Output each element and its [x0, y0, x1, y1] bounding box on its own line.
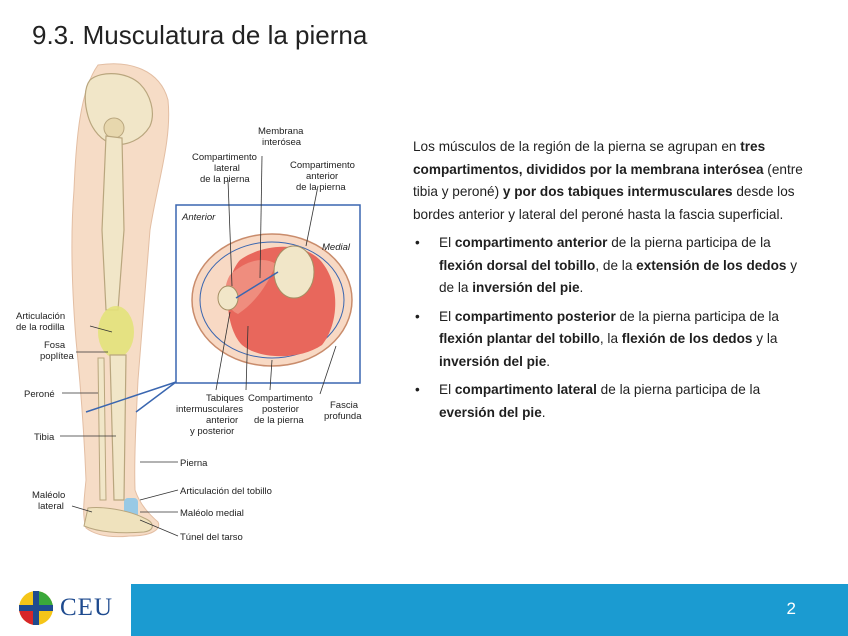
intro-text-1: Los músculos de la región de la pierna se agrupan en	[413, 139, 741, 154]
label-tabiques-4: y posterior	[190, 426, 235, 437]
body-text	[413, 136, 805, 430]
intro-paragraph	[413, 136, 805, 226]
ceu-logo-icon	[16, 588, 56, 628]
label-tabiques-1: Tabiques	[206, 393, 245, 404]
label-comp-anterior-3: de la pierna	[296, 182, 346, 193]
label-perone: Peroné	[24, 389, 55, 400]
label-fosa-poplitea-2: poplítea	[40, 351, 74, 362]
label-maleolo-lateral-2: lateral	[38, 501, 64, 512]
label-tibia: Tibia	[34, 432, 55, 443]
fibula-section	[218, 286, 238, 310]
knee-joint-highlight	[98, 306, 134, 358]
ceu-logo-text: CEU	[60, 594, 113, 621]
intro-bold-1: tres compartimentos, divididos por la membrana interósea	[413, 139, 766, 177]
label-tabiques-2: intermusculares	[176, 404, 244, 415]
label-comp-lateral-1: Compartimento	[192, 152, 257, 163]
intro-bold-2: y por dos tabiques intermusculares	[502, 184, 733, 199]
label-comp-lateral-3: de la pierna	[200, 174, 250, 185]
slide-title: 9.3. Musculatura de la pierna	[32, 20, 368, 50]
label-comp-posterior-2: posterior	[262, 404, 299, 415]
label-tabiques-3: anterior	[206, 415, 239, 426]
leg-anatomy-figure	[10, 60, 380, 550]
label-anterior: Anterior	[182, 212, 216, 223]
label-articulacion-rodilla-2: de la rodilla	[16, 322, 65, 333]
label-fascia-2: profunda	[324, 411, 362, 422]
label-maleolo-medial: Maléolo medial	[180, 508, 244, 519]
bullet-anterior: • El compartimento anterior de la pierna participa de la flexión dorsal del tobillo, de la extensión de los dedos y de la inversión del pie.	[413, 232, 805, 300]
femoral-head	[104, 118, 124, 138]
label-comp-anterior-2: anterior	[306, 171, 339, 182]
ceu-logo	[14, 586, 124, 632]
bullet-posterior: • El compartimento posterior de la pierna participa de la flexión plantar del tobillo, la flexión de los dedos y la inversión del pie.	[413, 306, 805, 374]
label-membrana-2: interósea	[262, 137, 302, 148]
bullet-lateral: • El compartimento lateral de la pierna participa de la eversión del pie.	[413, 379, 805, 424]
compartment-list	[413, 232, 805, 424]
label-comp-anterior-1: Compartimento	[290, 160, 355, 171]
page-number: 2	[786, 599, 796, 618]
label-comp-lateral-2: lateral	[214, 163, 240, 174]
fibula-bone	[98, 358, 106, 500]
label-fascia-1: Fascia	[330, 400, 358, 411]
label-articulacion-tobillo: Articulación del tobillo	[180, 486, 272, 497]
label-tunel-tarso: Túnel del tarso	[180, 532, 243, 543]
intro-text-3: desde los bordes anterior y lateral del peroné hasta la fascia superficial.	[413, 184, 795, 222]
label-membrana-1: Membrana	[258, 126, 304, 137]
label-articulacion-rodilla-1: Articulación	[16, 311, 66, 322]
zoom-line-upper	[136, 382, 176, 412]
leg-illustration	[10, 60, 380, 550]
label-comp-posterior-3: de la pierna	[254, 415, 304, 426]
label-medial: Medial	[322, 242, 350, 253]
label-comp-posterior-1: Compartimento	[248, 393, 313, 404]
footer-bar	[131, 584, 848, 636]
intro-text-2: (entre tibia y peroné)	[413, 161, 803, 199]
label-pierna: Pierna	[180, 458, 208, 469]
tibia-section	[274, 246, 314, 298]
label-maleolo-lateral-1: Maléolo	[32, 490, 66, 501]
label-fosa-poplitea-1: Fosa	[44, 340, 66, 351]
